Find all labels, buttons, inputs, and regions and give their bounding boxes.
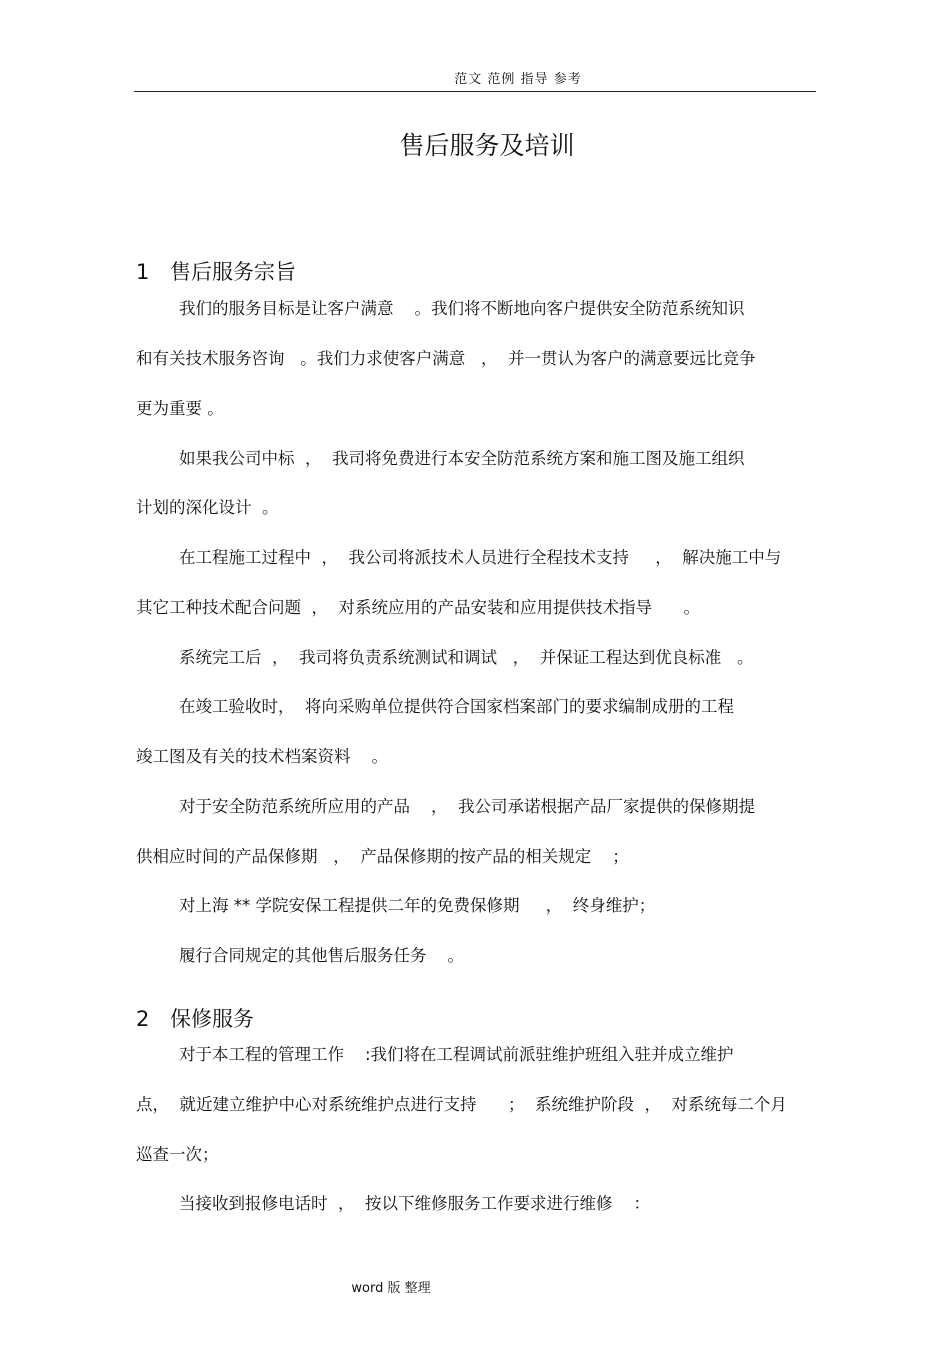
paragraph-line: 对于安全防范系统所应用的产品 ， 我公司承诺根据产品厂家提供的保修期提 bbox=[179, 797, 755, 816]
paragraph-line: 其它工种技术配合问题 ， 对系统应用的产品安装和应用提供技术指导 。 bbox=[136, 598, 700, 617]
paragraph-line: 当接收到报修电话时 ， 按以下维修服务工作要求进行维修 ： bbox=[179, 1194, 650, 1213]
document-title: 售后服务及培训 bbox=[399, 131, 575, 160]
paragraph-line: 在竣工验收时， 将向采购单位提供符合国家档案部门的要求编制成册的工程 bbox=[179, 697, 734, 716]
section-number: 1 bbox=[136, 260, 150, 284]
paragraph-line: 和有关技术服务咨询 。我们力求使客户满意 ， 并一贯认为客户的满意要远比竞争 bbox=[136, 349, 756, 368]
page-header: 范文 范例 指导 参考 bbox=[454, 72, 582, 87]
paragraph-line: 竣工图及有关的技术档案资料 。 bbox=[136, 747, 388, 766]
paragraph-line: 对上海 ** 学院安保工程提供二年的免费保修期 ， 终身维护； bbox=[179, 896, 656, 915]
paragraph-line: 计划的深化设计 。 bbox=[136, 498, 279, 517]
paragraph-line: 对于本工程的管理工作 :我们将在工程调试前派驻维护班组入驻并成立维护 bbox=[179, 1045, 734, 1064]
paragraph-line: 在工程施工过程中 ， 我公司将派技术人员进行全程技术支持 ， 解决施工中与 bbox=[179, 548, 782, 567]
paragraph-line: 如果我公司中标 ， 我司将免费进行本安全防范系统方案和施工图及施工组织 bbox=[179, 449, 745, 468]
paragraph-line: 履行合同规定的其他售后服务任务 。 bbox=[179, 946, 464, 965]
page-footer: word 版 整理 bbox=[351, 1281, 431, 1296]
paragraph-line: 更为重要 。 bbox=[136, 399, 224, 418]
header-rule bbox=[134, 91, 816, 92]
section-heading-2 bbox=[136, 1003, 254, 1033]
section-title: 保修服务 bbox=[170, 1007, 254, 1031]
section-title: 售后服务宗旨 bbox=[170, 260, 296, 284]
paragraph-line: 点， 就近建立维护中心对系统维护点进行支持 ； 系统维护阶段 ， 对系统每二个月 bbox=[136, 1095, 787, 1114]
paragraph-line: 供相应时间的产品保修期 ， 产品保修期的按产品的相关规定 ； bbox=[136, 847, 629, 866]
section-number: 2 bbox=[136, 1007, 150, 1031]
paragraph-line: 巡查一次； bbox=[136, 1145, 219, 1164]
paragraph-line: 我们的服务目标是让客户满意 。我们将不断地向客户提供安全防范系统知识 bbox=[179, 299, 745, 318]
section-heading-1 bbox=[136, 256, 296, 286]
paragraph-line: 系统完工后 ， 我司将负责系统测试和调试 ， 并保证工程达到优良标准 。 bbox=[179, 648, 754, 667]
